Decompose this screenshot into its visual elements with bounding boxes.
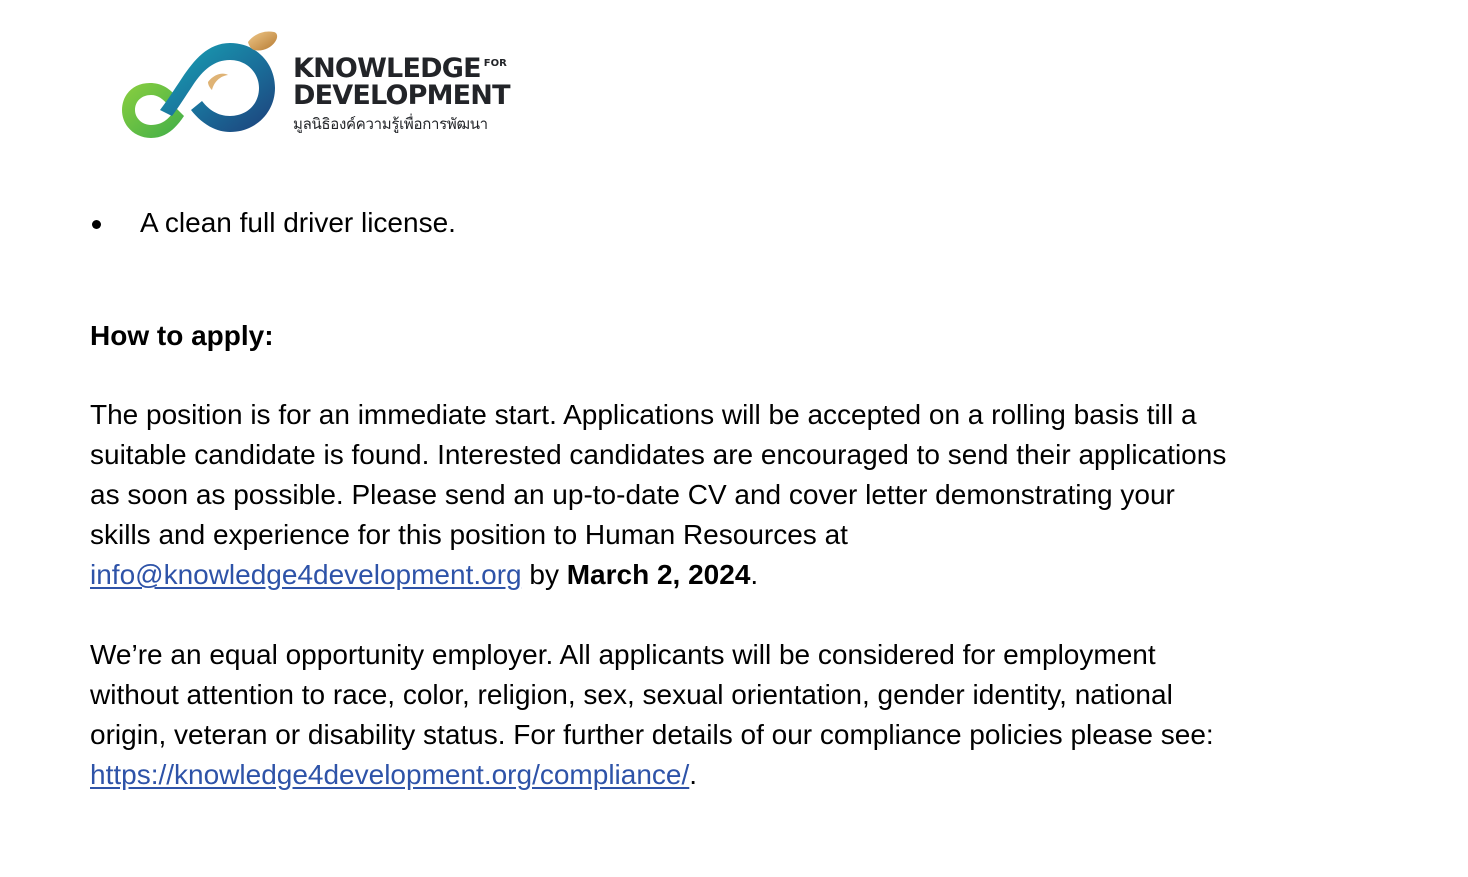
paragraph-line: skills and experience for this position to Human Resources at: [90, 519, 848, 550]
logo-line-knowledge: KNOWLEDGE $^{FOR}$: [293, 53, 507, 84]
email-link[interactable]: info@knowledge4development.org: [90, 559, 522, 590]
logo-for: FOR: [483, 58, 507, 69]
paragraph-line: The position is for an immediate start. Applications will be accepted on a rolling basis till a: [90, 399, 1197, 430]
paragraph-line-email: [90, 555, 1390, 595]
logo-line-development: DEVELOPMENT: [293, 80, 510, 111]
logo-wordmark: [293, 50, 543, 136]
paragraph-line: without attention to race, color, religion, sex, sexual orientation, gender identity, national: [90, 679, 1173, 710]
compliance-link[interactable]: https://knowledge4development.org/compliance/: [90, 759, 690, 790]
bullet-icon: [92, 220, 101, 229]
paragraph-line: suitable candidate is found. Interested candidates are encouraged to send their applications: [90, 439, 1227, 470]
organization-logo: [120, 28, 540, 143]
equal-opportunity-paragraph: [90, 635, 1390, 795]
how-to-apply-heading: How to apply:: [90, 320, 274, 351]
paragraph-line: origin, veteran or disability status. For further details of our compliance policies please see:: [90, 719, 1214, 750]
infinity-logo-icon: [120, 28, 285, 143]
period: .: [750, 559, 759, 590]
period: .: [689, 759, 698, 790]
paragraph-line: as soon as possible. Please send an up-to-date CV and cover letter demonstrating your: [90, 479, 1175, 510]
bullet-text: A clean full driver license.: [140, 207, 456, 238]
deadline-date: March 2, 2024: [566, 559, 751, 590]
logo-thai-name: มูลนิธิองค์ความรู้เพื่อการพัฒนา: [293, 115, 488, 133]
how-to-apply-paragraph: [90, 395, 1390, 595]
paragraph-line-url: [90, 755, 1390, 795]
by-text: by: [521, 559, 567, 590]
paragraph-line: We’re an equal opportunity employer. All applicants will be considered for employment: [90, 639, 1156, 670]
